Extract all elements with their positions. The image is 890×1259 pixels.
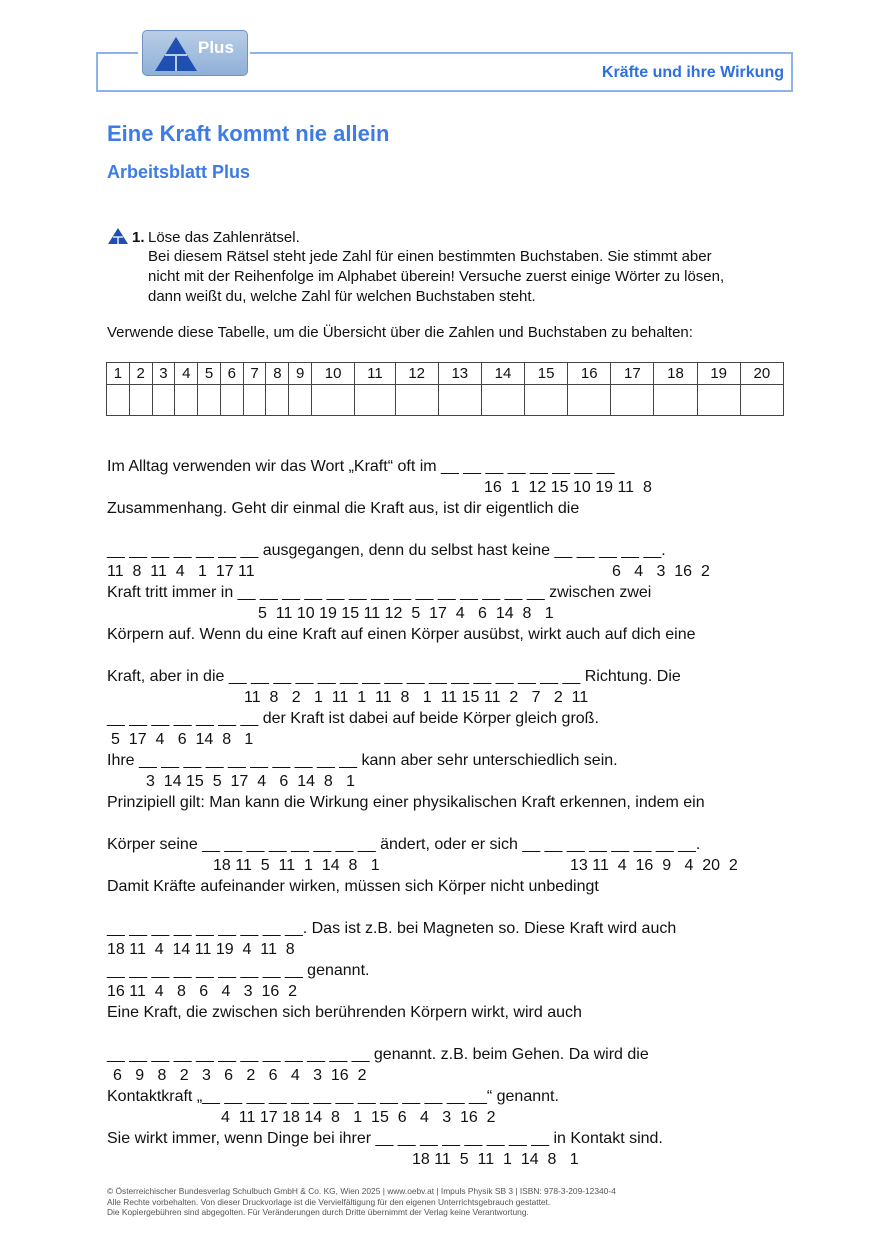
- cipher-number-cell: 11: [355, 363, 395, 385]
- cipher-letter-cell[interactable]: [220, 385, 243, 416]
- cipher-letter-cell[interactable]: [198, 385, 221, 416]
- task-number: 1.: [132, 229, 145, 246]
- cipher-letter-cell[interactable]: [289, 385, 312, 416]
- cipher-number-cell: 19: [697, 363, 740, 385]
- puzzle-line: Körper seine __ __ __ __ __ __ __ __ ändert, oder er sich __ __ __ __ __ __ __ __.: [107, 836, 701, 853]
- puzzle-line: __ __ __ __ __ __ __ __ __ __ __ __ genannt. z.B. beim Gehen. Da wird die: [107, 1046, 649, 1063]
- puzzle-codes: 11 8 11 4 1 17 11: [107, 563, 255, 580]
- cipher-letter-cell[interactable]: [129, 385, 152, 416]
- task-description: [148, 247, 798, 307]
- footer-line: © Österreichischer Bundesverlag Schulbuch GmbH & Co. KG, Wien 2025 | www.oebv.at | Impuls Physik SB 3 | ISBN: 978-3-209-12340-4: [107, 1186, 616, 1196]
- task-line: Bei diesem Rätsel steht jede Zahl für einen bestimmten Buchstaben. Sie stimmt aber: [148, 248, 712, 265]
- puzzle-codes: 5 17 4 6 14 8 1: [111, 731, 254, 748]
- cipher-letter-cell[interactable]: [395, 385, 438, 416]
- task-triangle-icon: [107, 227, 129, 245]
- page-title: Eine Kraft kommt nie allein: [107, 121, 390, 146]
- puzzle-line: Kraft tritt immer in __ __ __ __ __ __ __ __ __ __ __ __ __ __ zwischen zwei: [107, 584, 652, 601]
- cipher-number-cell: 12: [395, 363, 438, 385]
- puzzle-line: __ __ __ __ __ __ __ __ __. Das ist z.B. bei Magneten so. Diese Kraft wird auch: [107, 920, 677, 937]
- cipher-number-cell: 4: [175, 363, 198, 385]
- table-intro: Verwende diese Tabelle, um die Übersicht über die Zahlen und Buchstaben zu behalten:: [107, 324, 693, 341]
- cipher-number-cell: 20: [740, 363, 783, 385]
- cipher-number-cell: 17: [611, 363, 654, 385]
- cipher-number-cell: 9: [289, 363, 312, 385]
- puzzle-codes: 11 8 2 1 11 1 11 8 1 11 15 11 2 7 2 11: [244, 689, 589, 706]
- cipher-letter-row: [107, 385, 784, 416]
- puzzle-line: __ __ __ __ __ __ __ ausgegangen, denn du selbst hast keine __ __ __ __ __.: [107, 542, 666, 559]
- page-subtitle: Arbeitsblatt Plus: [107, 162, 251, 182]
- puzzle-codes: 6 4 3 16 2: [612, 563, 710, 580]
- cipher-number-cell: 10: [312, 363, 355, 385]
- puzzle-codes: 6 9 8 2 3 6 2 6 4 3 16 2: [113, 1067, 367, 1084]
- cipher-number-cell: 13: [438, 363, 481, 385]
- puzzle-codes: 18 11 4 14 11 19 4 11 8: [107, 941, 295, 958]
- cipher-letter-cell[interactable]: [355, 385, 395, 416]
- puzzle-line: Sie wirkt immer, wenn Dinge bei ihrer __ __ __ __ __ __ __ __ in Kontakt sind.: [107, 1130, 663, 1147]
- task-line: nicht mit der Reihenfolge im Alphabet überein! Versuche zuerst einige Wörter zu lösen,: [148, 268, 725, 285]
- header-title: Kräfte und ihre Wirkung: [601, 64, 784, 81]
- puzzle-line: Körpern auf. Wenn du eine Kraft auf einen Körper ausübst, wirkt auch auf dich eine: [107, 626, 696, 643]
- puzzle-codes: 4 11 17 18 14 8 1 15 6 4 3 16 2: [221, 1109, 496, 1126]
- cipher-letter-cell[interactable]: [568, 385, 611, 416]
- cipher-number-cell: 1: [107, 363, 130, 385]
- puzzle-codes: 13 11 4 16 9 4 20 2: [570, 857, 738, 874]
- cipher-letter-cell[interactable]: [152, 385, 175, 416]
- cipher-letter-cell[interactable]: [243, 385, 266, 416]
- puzzle-line: Ihre __ __ __ __ __ __ __ __ __ __ kann aber sehr unterschiedlich sein.: [107, 752, 618, 769]
- cipher-letter-cell[interactable]: [481, 385, 524, 416]
- cipher-letter-cell[interactable]: [654, 385, 697, 416]
- cipher-letter-cell[interactable]: [438, 385, 481, 416]
- plus-logo: [142, 30, 248, 76]
- cipher-number-cell: 7: [243, 363, 266, 385]
- puzzle-line: Kontaktkraft „__ __ __ __ __ __ __ __ __ __ __ __ __“ genannt.: [107, 1088, 559, 1105]
- puzzle-line: Im Alltag verwenden wir das Wort „Kraft“ oft im __ __ __ __ __ __ __ __: [107, 458, 615, 475]
- cipher-table: [106, 362, 784, 416]
- footer: [107, 1186, 616, 1218]
- puzzle-codes: 5 11 10 19 15 11 12 5 17 4 6 14 8 1: [258, 605, 554, 622]
- cipher-number-row: [107, 363, 784, 385]
- cipher-number-cell: 18: [654, 363, 697, 385]
- cipher-letter-cell[interactable]: [175, 385, 198, 416]
- puzzle-line: Kraft, aber in die __ __ __ __ __ __ __ __ __ __ __ __ __ __ __ __ Richtung. Die: [107, 668, 681, 685]
- puzzle-line: Damit Kräfte aufeinander wirken, müssen sich Körper nicht unbedingt: [107, 878, 599, 895]
- cipher-letter-cell[interactable]: [266, 385, 289, 416]
- puzzle-codes: 18 11 5 11 1 14 8 1: [412, 1151, 579, 1168]
- puzzle-line: __ __ __ __ __ __ __ der Kraft ist dabei auf beide Körper gleich groß.: [107, 710, 599, 727]
- cipher-number-cell: 5: [198, 363, 221, 385]
- cipher-letter-cell[interactable]: [697, 385, 740, 416]
- footer-line: Die Kopiergebühren sind abgegolten. Für Veränderungen durch Dritte übernimmt der Verlag keine Verantwortung.: [107, 1207, 529, 1217]
- footer-line: Alle Rechte vorbehalten. Von dieser Druckvorlage ist die Vervielfältigung für den eigenen Unterrichtsgebrauch gestattet.: [107, 1196, 551, 1207]
- puzzle-line: Prinzipiell gilt: Man kann die Wirkung einer physikalischen Kraft erkennen, indem ein: [107, 794, 705, 811]
- cipher-number-cell: 14: [481, 363, 524, 385]
- task-line: dann weißt du, welche Zahl für welchen Buchstaben steht.: [148, 288, 536, 305]
- cipher-letter-cell[interactable]: [740, 385, 783, 416]
- cipher-number-cell: 8: [266, 363, 289, 385]
- puzzle-line: __ __ __ __ __ __ __ __ __ genannt.: [107, 962, 370, 979]
- triangle-logo-icon: [153, 35, 199, 73]
- cipher-number-cell: 6: [220, 363, 243, 385]
- cipher-number-cell: 2: [129, 363, 152, 385]
- cipher-letter-cell[interactable]: [107, 385, 130, 416]
- puzzle-codes: 3 14 15 5 17 4 6 14 8 1: [146, 773, 356, 790]
- cipher-number-cell: 15: [525, 363, 568, 385]
- cipher-letter-cell[interactable]: [312, 385, 355, 416]
- puzzle-line: Zusammenhang. Geht dir einmal die Kraft aus, ist dir eigentlich die: [107, 500, 580, 517]
- puzzle-codes: 18 11 5 11 1 14 8 1: [213, 857, 380, 874]
- puzzle-codes: 16 1 12 15 10 19 11 8: [484, 479, 652, 496]
- puzzle-line: Eine Kraft, die zwischen sich berührenden Körpern wirkt, wird auch: [107, 1004, 582, 1021]
- logo-text: Plus: [198, 38, 234, 57]
- cipher-number-cell: 16: [568, 363, 611, 385]
- task-heading: Löse das Zahlenrätsel.: [148, 229, 300, 246]
- cipher-letter-cell[interactable]: [525, 385, 568, 416]
- cipher-letter-cell[interactable]: [611, 385, 654, 416]
- puzzle-codes: 16 11 4 8 6 4 3 16 2: [107, 983, 298, 1000]
- cipher-number-cell: 3: [152, 363, 175, 385]
